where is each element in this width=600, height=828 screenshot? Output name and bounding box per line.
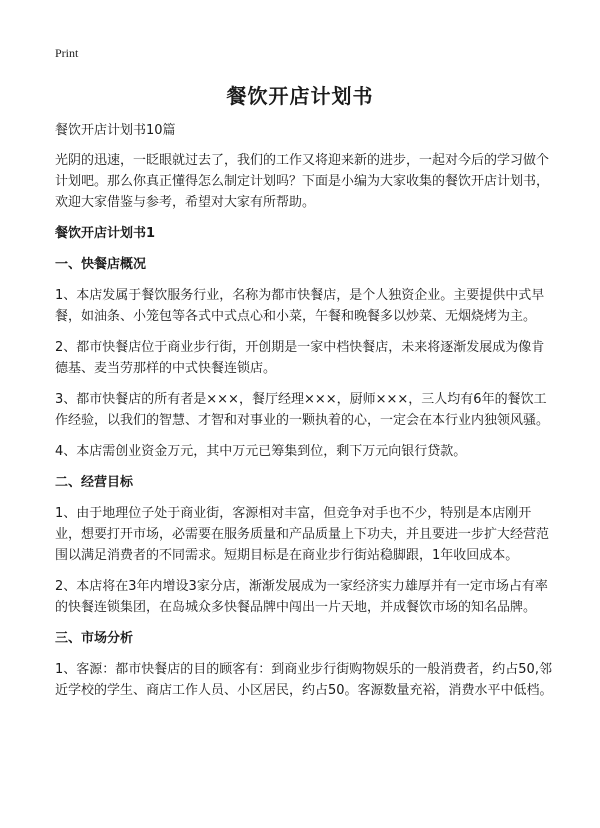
overview-paragraph-2: 2、都市快餐店位于商业步行街，开创期是一家中档快餐店，未来将逐渐发展成为像肯德基、麦当劳那样的中式快餐连锁店。 [55,340,545,376]
document-body [55,120,555,711]
goals-paragraph-1: 1、由于地理位子处于商业街，客源相对丰富，但竞争对手也不少，特别是本店刚开业，想要打开市场，必需要在服务质量和产品质量上下功夫，并且要进一步扩大经营范围以满足消费者的不同需求。短期目标是在商业步行街站稳脚跟，1年收回成本。 [55,506,550,563]
document-subtitle: 餐饮开店计划书10篇 [55,123,176,138]
market-paragraph-1: 1、客源：都市快餐店的目的顾客有：到商业步行街购物娱乐的一般消费者，约占50,邻近学校的学生、商店工作人员、小区居民，约占50。客源数量充裕，消费水平中低档。 [55,662,553,698]
document-title: 餐饮开店计划书 [226,84,374,108]
print-label: Print [55,46,79,60]
goals-paragraph-2: 2、本店将在3年内增设3家分店，渐渐发展成为一家经济实力雄厚并有一定市场占有率的快餐连锁集团，在岛城众多快餐品牌中闯出一片天地，并成餐饮市场的知名品牌。 [55,579,548,615]
section-heading-goals: 二、经营目标 [55,475,134,490]
section-heading-market: 三、市场分析 [55,631,134,646]
overview-paragraph-3: 3、都市快餐店的所有者是×××，餐厅经理×××，厨师×××，三人均有6年的餐饮工作经验，以我们的智慧、才智和对事业的一颗执着的心，一定会在本行业内独领风骚。 [55,392,550,428]
overview-paragraph-4: 4、本店需创业资金万元，其中万元已筹集到位，剩下万元向银行贷款。 [55,444,467,459]
overview-paragraph-1: 1、本店发属于餐饮服务行业，名称为都市快餐店，是个人独资企业。主要提供中式早餐，如油条、小笼包等各式中式点心和小菜，午餐和晚餐多以炒菜、无烟烧烤为主。 [55,288,545,324]
plan-heading: 餐饮开店计划书1 [55,226,156,241]
section-heading-overview: 一、快餐店概况 [55,257,147,272]
intro-paragraph: 光阴的迅速，一眨眼就过去了，我们的工作又将迎来新的进步，一起对今后的学习做个计划吧。那么你真正懂得怎么制定计划吗？下面是小编为大家收集的餐饮开店计划书，欢迎大家借鉴与参考，希望对大家有所帮助。 [55,153,550,210]
